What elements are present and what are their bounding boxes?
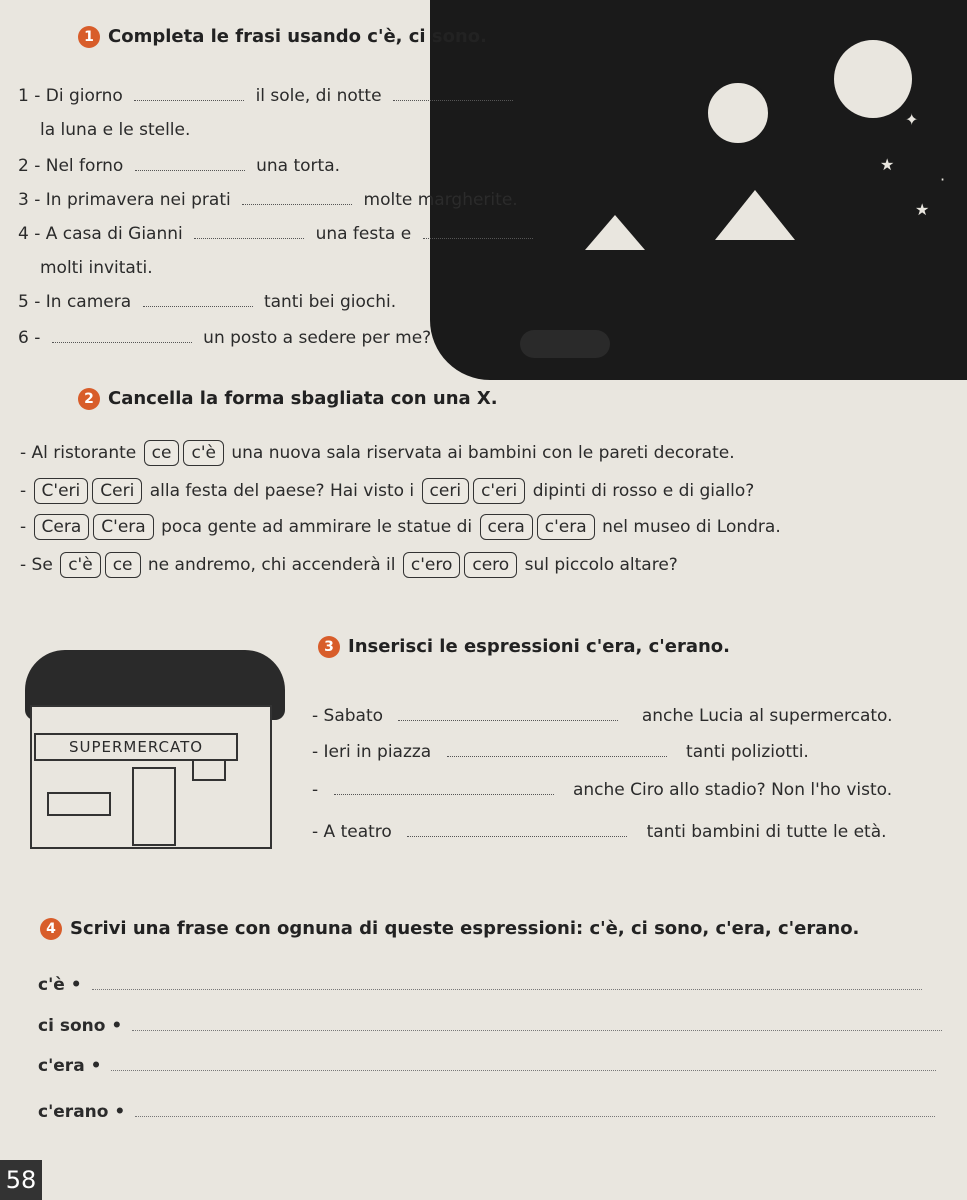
exercise-4-number: 4 [40, 918, 62, 940]
exercise-4-heading [40, 918, 859, 940]
option-box[interactable]: ce [144, 440, 180, 466]
blank-field[interactable] [407, 835, 627, 837]
option-box[interactable]: C'era [93, 514, 153, 540]
sun-icon [705, 80, 771, 146]
star-icon: ✦ [905, 110, 919, 129]
option-box[interactable]: Cera [34, 514, 90, 540]
blank-field[interactable] [423, 237, 533, 239]
blank-field[interactable] [242, 203, 352, 205]
exercise-3-title: Inserisci le espressioni c'era, c'erano. [348, 636, 730, 657]
exercise-2-number: 2 [78, 388, 100, 410]
cloud-icon [520, 330, 610, 358]
mountain-icon [715, 190, 795, 240]
star-icon: · [940, 170, 946, 189]
ex3-line-3: - anche Ciro allo stadio? Non l'ho visto. [312, 780, 893, 800]
blank-field[interactable] [393, 99, 513, 101]
blank-field[interactable] [334, 793, 554, 795]
ex3-line-2: - Ieri in piazza tanti poliziotti. [312, 742, 809, 762]
exercise-4-title: Scrivi una frase con ognuna di queste espressioni: c'è, ci sono, c'era, c'erano. [70, 918, 860, 939]
blank-field[interactable] [52, 341, 192, 343]
exercise-1-title: Completa le frasi usando c'è, ci sono. [108, 26, 487, 47]
exercise-1-heading [78, 26, 487, 48]
ex2-row-4: - Se c'è ce ne andremo, chi accenderà il c'ero cero sul piccolo altare? [20, 552, 678, 578]
exercise-1-number: 1 [78, 26, 100, 48]
blank-field[interactable] [143, 305, 253, 307]
option-box[interactable]: c'ero [403, 552, 461, 578]
ex4-item-3: c'era • [38, 1056, 936, 1076]
supermarket-sign: SUPERMERCATO [34, 733, 238, 761]
answer-line[interactable] [135, 1115, 935, 1117]
ex1-line-5: 5 - In camera tanti bei giochi. [18, 292, 397, 312]
option-box[interactable]: c'è [183, 440, 223, 466]
blank-field[interactable] [447, 755, 667, 757]
blank-field[interactable] [194, 237, 304, 239]
option-box[interactable]: C'eri [34, 478, 89, 504]
exercise-2-heading [78, 388, 498, 410]
door-icon [132, 767, 176, 846]
ex3-line-1: - Sabato anche Lucia al supermercato. [312, 706, 893, 726]
answer-line[interactable] [132, 1029, 942, 1031]
ex2-row-2: - C'eri Ceri alla festa del paese? Hai visto i ceri c'eri dipinti di rosso e di giallo? [20, 478, 754, 504]
page-number: 58 [0, 1160, 42, 1200]
ex4-item-1: c'è • [38, 975, 922, 995]
ex2-row-3: - Cera C'era poca gente ad ammirare le statue di cera c'era nel museo di Londra. [20, 514, 781, 540]
exercise-3-number: 3 [318, 636, 340, 658]
exercise-3-heading [318, 636, 730, 658]
ex1-line-1b: la luna e le stelle. [40, 120, 191, 140]
cart-icon [47, 792, 111, 816]
exercise-2-title: Cancella la forma sbagliata con una X. [108, 388, 498, 409]
ex2-row-1: - Al ristorante ce c'è una nuova sala riservata ai bambini con le pareti decorate. [20, 440, 735, 466]
ex4-item-2: ci sono • [38, 1016, 942, 1036]
ex1-line-1: 1 - Di giorno il sole, di notte [18, 86, 513, 106]
ex3-line-4: - A teatro tanti bambini di tutte le età. [312, 822, 887, 842]
blank-field[interactable] [135, 169, 245, 171]
ex4-item-4: c'erano • [38, 1102, 935, 1122]
answer-line[interactable] [111, 1069, 936, 1071]
option-box[interactable]: c'era [537, 514, 595, 540]
supermarket-illustration [30, 705, 272, 849]
ex1-line-3: 3 - In primavera nei prati molte margherite. [18, 190, 518, 210]
ex1-line-6: 6 - un posto a sedere per me? [18, 328, 432, 348]
option-box[interactable]: cero [464, 552, 517, 578]
option-box[interactable]: c'eri [473, 478, 525, 504]
option-box[interactable]: Ceri [92, 478, 142, 504]
star-icon: ★ [880, 155, 895, 174]
ex1-line-4: 4 - A casa di Gianni una festa e [18, 224, 533, 244]
option-box[interactable]: ceri [422, 478, 470, 504]
ex1-line-2: 2 - Nel forno una torta. [18, 156, 341, 176]
mountain-icon [585, 215, 645, 250]
option-box[interactable]: ce [105, 552, 141, 578]
answer-line[interactable] [92, 988, 922, 990]
option-box[interactable]: cera [480, 514, 533, 540]
ex1-line-4b: molti invitati. [40, 258, 153, 278]
blank-field[interactable] [398, 719, 618, 721]
moon-icon [834, 40, 912, 118]
option-box[interactable]: c'è [60, 552, 100, 578]
blank-field[interactable] [134, 99, 244, 101]
star-icon: ★ [915, 200, 930, 219]
